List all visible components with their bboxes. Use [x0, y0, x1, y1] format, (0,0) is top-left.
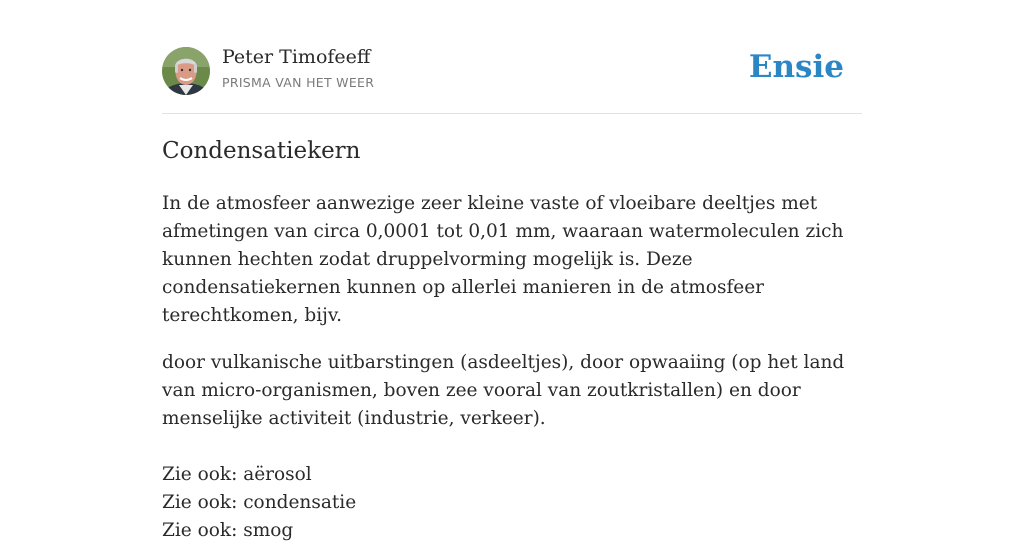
see-also-condensatie[interactable]: Zie ook: condensatie — [162, 492, 357, 513]
author-header — [162, 46, 862, 96]
header-divider — [162, 113, 862, 114]
author-name[interactable]: Peter Timofeeff — [222, 46, 371, 68]
ensie-logo[interactable]: Ensie — [748, 49, 844, 85]
author-avatar[interactable] — [162, 47, 210, 95]
person-portrait-icon — [162, 47, 210, 95]
see-also-aerosol[interactable]: Zie ook: aërosol — [162, 464, 312, 485]
see-also-smog[interactable]: Zie ook: smog — [162, 520, 294, 541]
paragraph-definition: In de atmosfeer aanwezige zeer kleine vaste of vloeibare deeltjes met afmetingen van circa 0,0001 tot 0,01 mm, waaraan watermoleculen zich kunnen hechten zodat druppelvorming mogelijk is. Deze condensatiekernen kunnen op allerlei manieren in de atmosfeer terechtkomen, bijv. — [162, 193, 844, 326]
paragraph-sources: door vulkanische uitbarstingen (asdeeltjes), door opwaaiing (op het land van micro-organismen, boven zee vooral van zoutkristallen) en door menselijke activiteit (industrie, verkeer). — [162, 352, 845, 429]
article-title: Condensatiekern — [162, 138, 361, 164]
see-also-list — [162, 461, 862, 545]
article-body — [162, 190, 862, 545]
source-name[interactable]: PRISMA VAN HET WEER — [222, 75, 375, 90]
